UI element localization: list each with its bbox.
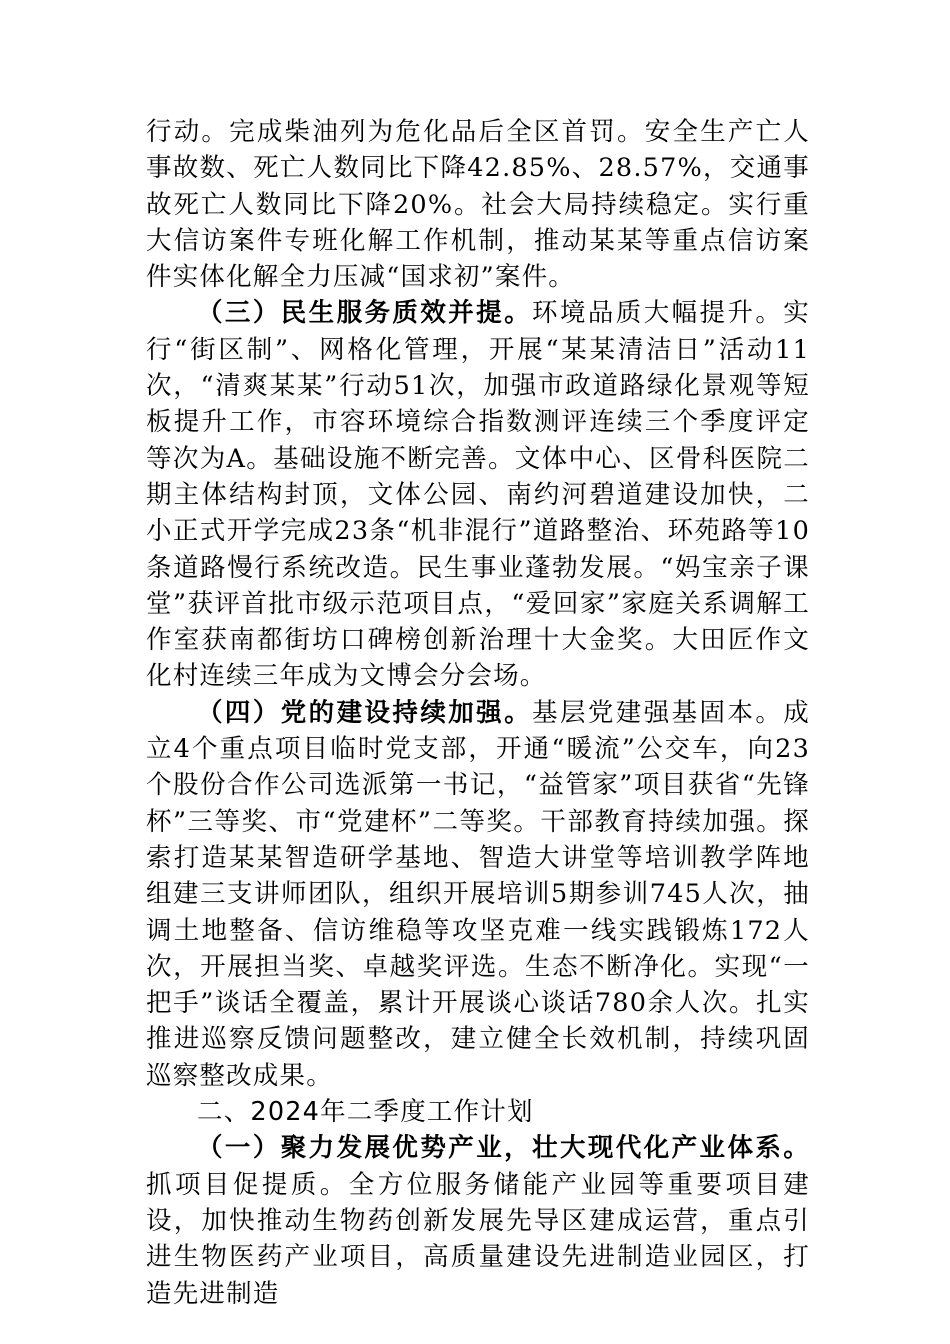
paragraph-industry-plan bbox=[146, 1130, 810, 1311]
paragraph-party-building bbox=[146, 695, 810, 1094]
paragraph-lead-heading: （四）党的建设持续加强。 bbox=[197, 697, 533, 728]
paragraph-text: 抓项目促提质。全方位服务储能产业园等重要项目建设，加快推动生物药创新发展先导区建成运营，重点引进生物医药产业项目，高质量建设先进制造业园区，打造先进制造 bbox=[146, 1169, 810, 1309]
paragraph-text: 环境品质大幅提升。实行“街区制”、网格化管理，开展“某某清洁日”活动11次，“清爽某某”行动51次，加强市政道路绿化景观等短板提升工作，市容环境综合指数测评连续三个季度评定等次为A。基础设施不断完善。文体中心、区骨科医院二期主体结构封顶，文体公园、南约河碧道建设加快，二小正式开学完成23条“机非混行”道路整治、环苑路等10条道路慢行系统改造。民生事业蓬勃发展。“妈宝亲子课堂”获评首批市级示范项目点，“爱回家”家庭关系调解工作室获南都街坊口碑榜创新治理十大金奖。大田匠作文化村连续三年成为文博会分会场。 bbox=[146, 298, 810, 692]
paragraph-lead-heading: （三）民生服务质效并提。 bbox=[197, 298, 533, 329]
paragraph-livelihood-services bbox=[146, 295, 810, 694]
document-page bbox=[146, 114, 810, 1312]
paragraph-text: 基层党建强基固本。成立4个重点项目临时党支部，开通“暖流”公交车，向23个股份合作公司选派第一书记，“益管家”项目获省“先锋杯”三等奖、市“党建杯”二等奖。干部教育持续加强。探索打造某某智造研学基地、智造大讲堂等培训教学阵地组建三支讲师团队，组织开展培训5期参训745人次，抽调土地整备、信访维稳等攻坚克难一线实践锻炼172人次，开展担当奖、卓越奖评选。生态不断净化。实现“一把手”谈话全覆盖，累计开展谈心谈话780余人次。扎实推进巡察反馈问题整改，建立健全长效机制，持续巩固巡察整改成果。 bbox=[146, 697, 810, 1091]
section-heading: 二、2024年二季度工作计划 bbox=[197, 1097, 534, 1128]
paragraph-lead-heading: （一）聚力发展优势产业，壮大现代化产业体系。 bbox=[197, 1133, 810, 1164]
paragraph-text: 行动。完成柴油列为危化品后全区首罚。安全生产亡人事故数、死亡人数同比下降42.85%、28.57%，交通事故死亡人数同比下降20%。社会大局持续稳定。实行重大信访案件专班化解工作机制，推动某某等重点信访案件实体化解全力压减“国求初”案件。 bbox=[146, 117, 810, 293]
paragraph-safety-stability bbox=[146, 114, 810, 295]
